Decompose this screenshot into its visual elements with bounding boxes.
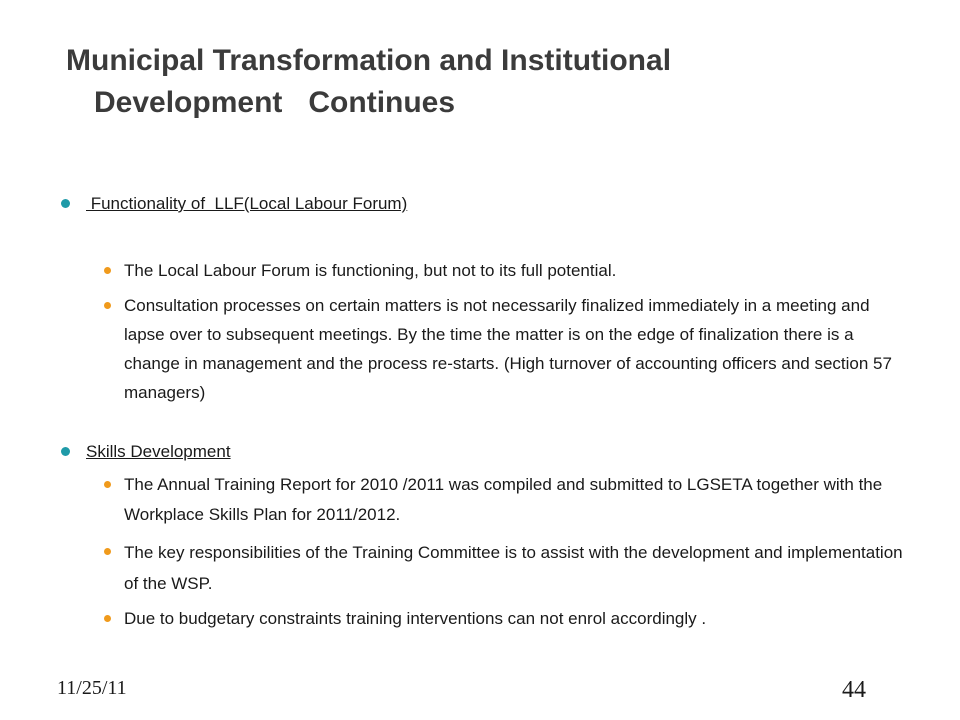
title-line-2 bbox=[66, 82, 866, 124]
llf-bullet-2-text: Consultation processes on certain matters is not necessarily finalized immediately in a meeting and lapse over to subsequent meetings. By the time the matter is on the edge of finalization there is a change in management and the process re-starts. (High turnover of accounting officers and section 57 managers) bbox=[124, 296, 892, 402]
section-heading-skills bbox=[86, 441, 231, 463]
list-item bbox=[124, 537, 914, 599]
list-item bbox=[124, 291, 914, 407]
list-item bbox=[124, 256, 914, 286]
skills-bullet-3-text: Due to budgetary constraints training interventions can not enrol accordingly . bbox=[124, 609, 707, 628]
llf-bullet-1-text: The Local Labour Forum is functioning, but not to its full potential. bbox=[124, 261, 617, 280]
section-heading-llf-text: Functionality of LLF(Local Labour Forum) bbox=[86, 194, 408, 213]
section-heading-llf bbox=[86, 193, 407, 215]
list-item bbox=[124, 604, 914, 634]
title-word-continues: Continues bbox=[308, 86, 456, 119]
title-line-1: Municipal Transformation and Institutional bbox=[66, 44, 672, 77]
slide-title bbox=[66, 40, 866, 124]
skills-bullet-2-text: The key responsibilities of the Training Committee is to assist with the development and implementation of the WSP. bbox=[124, 543, 903, 593]
skills-bullet-1-text: The Annual Training Report for 2010 /2011 was compiled and submitted to LGSETA together with the Workplace Skills Plan for 2011/2012. bbox=[124, 475, 883, 524]
section-heading-skills-text: Skills Development bbox=[86, 442, 231, 461]
list-item bbox=[124, 470, 914, 530]
footer-date: 11/25/11 bbox=[57, 677, 127, 699]
page-number: 44 bbox=[842, 677, 866, 703]
title-word-development: Development bbox=[94, 86, 283, 119]
